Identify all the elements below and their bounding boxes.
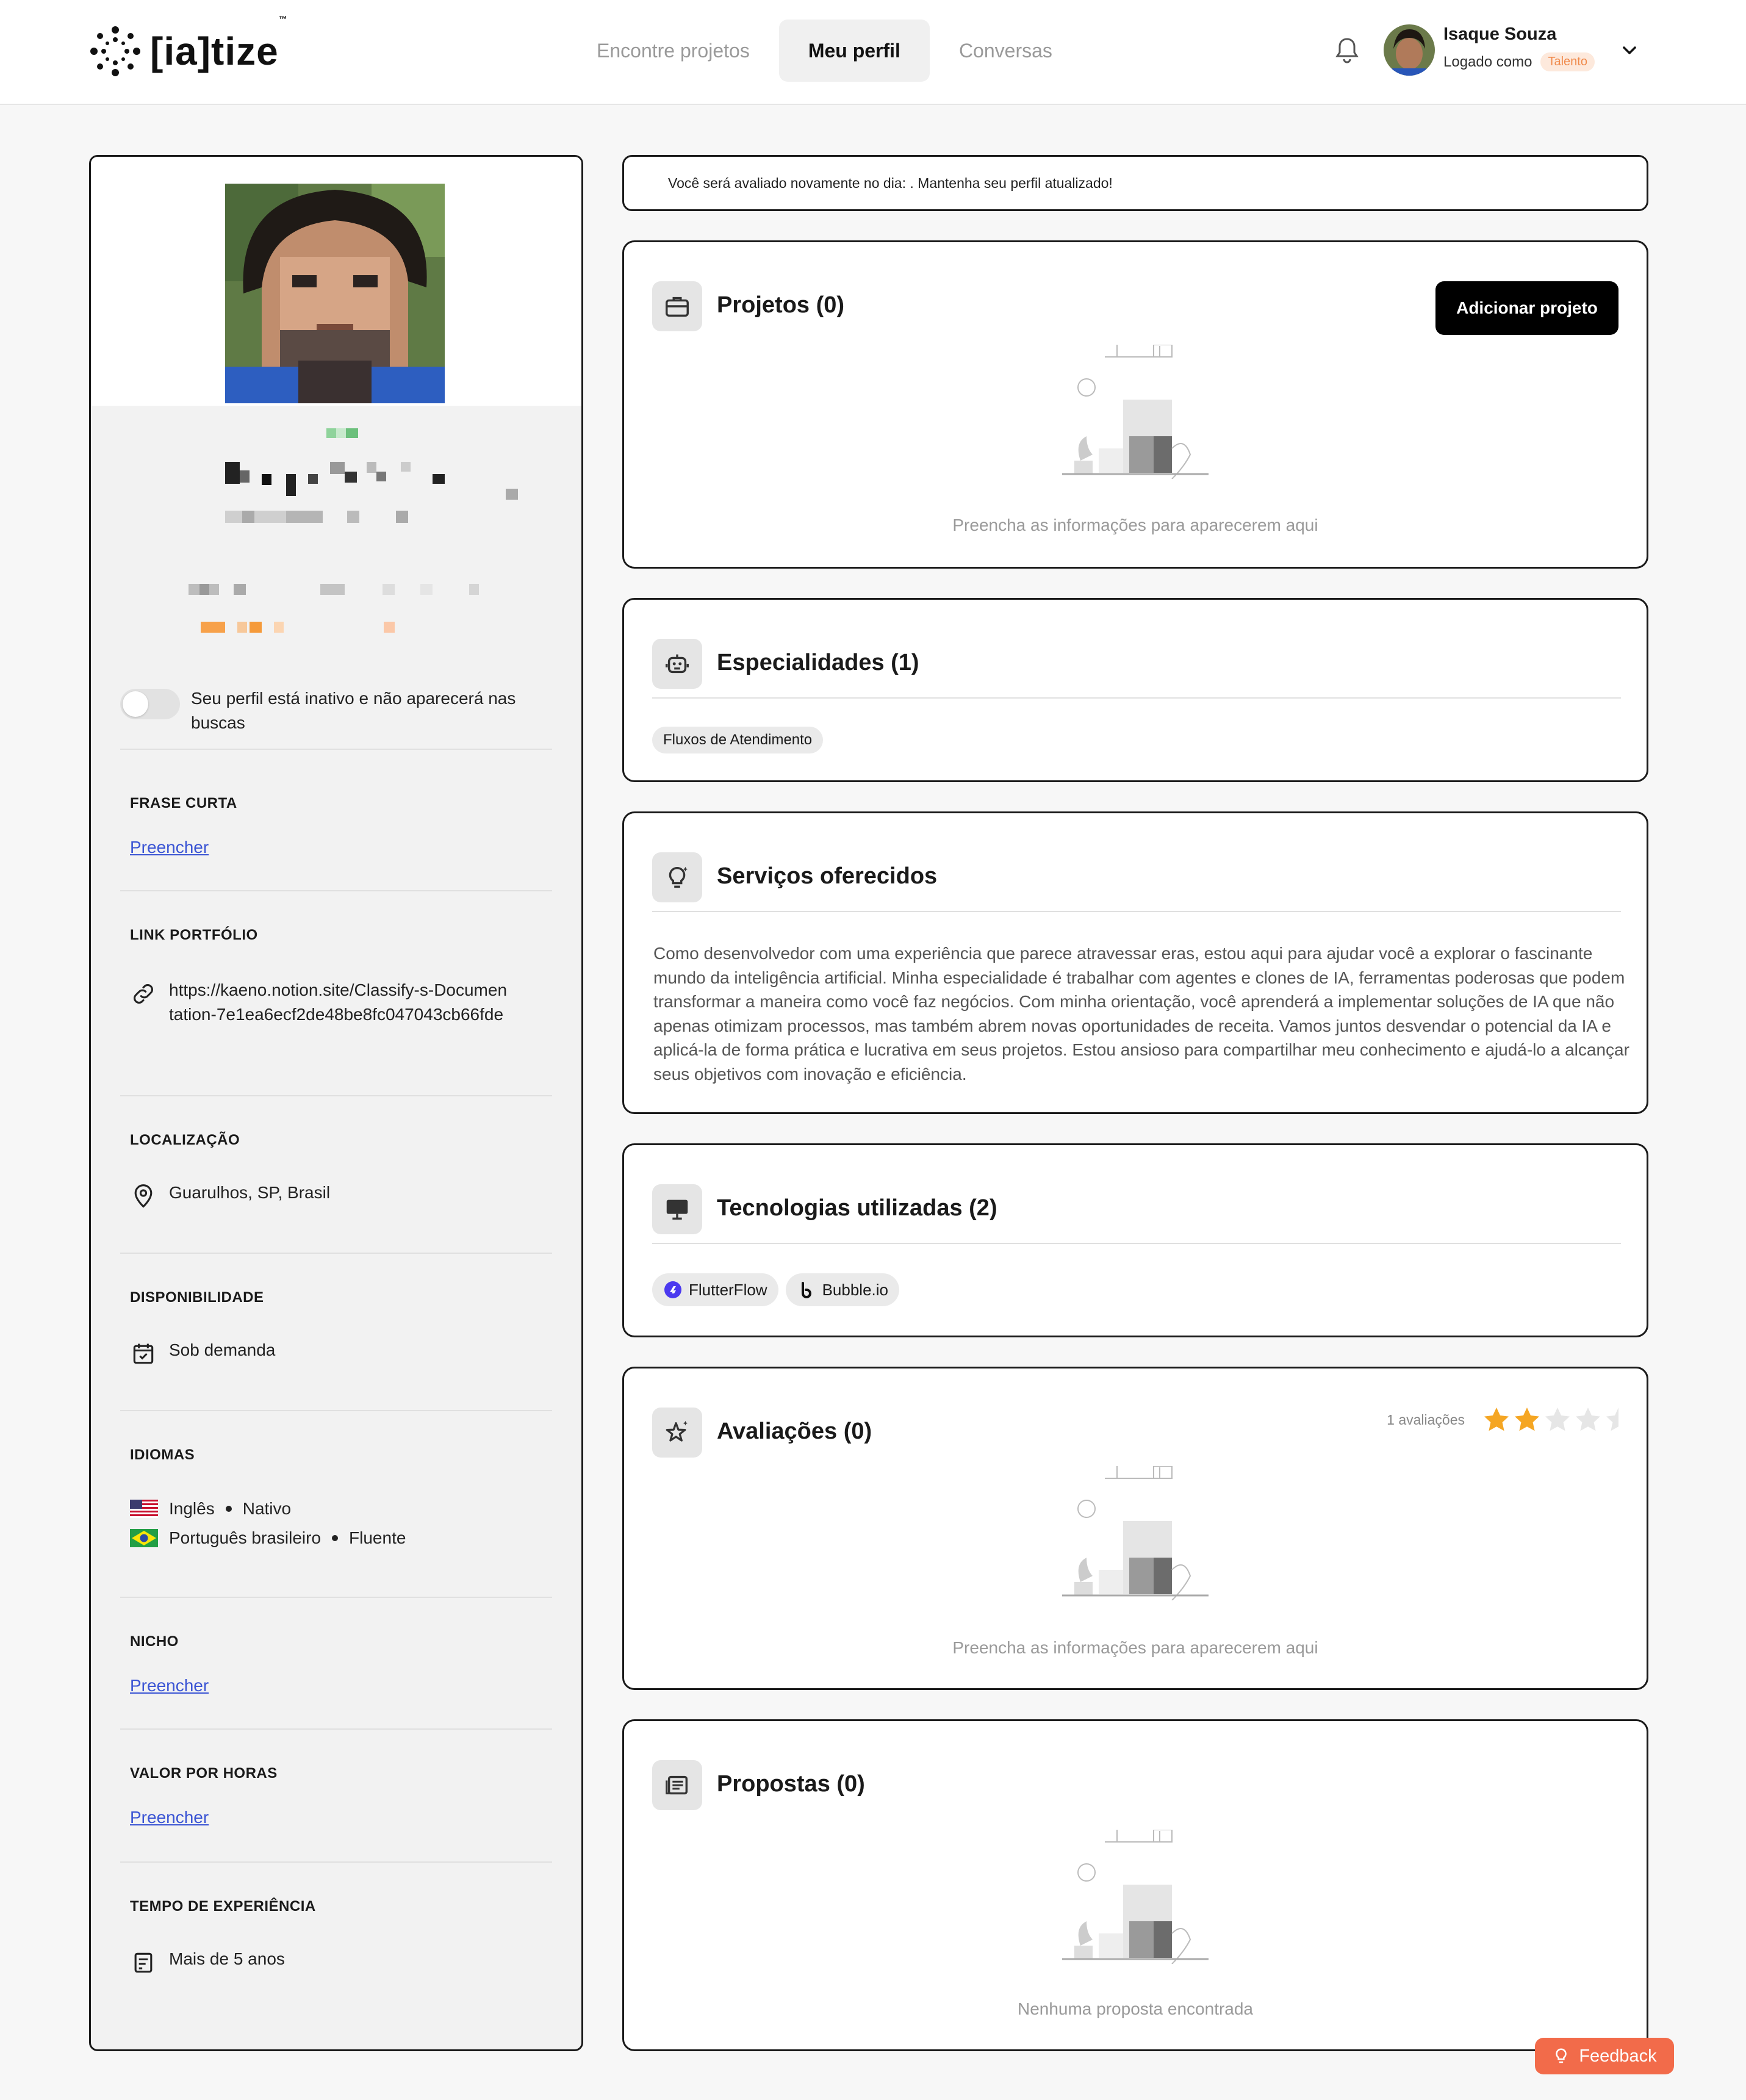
logo[interactable] bbox=[89, 14, 288, 78]
link-icon bbox=[130, 980, 157, 1007]
divider bbox=[120, 890, 552, 891]
bullet bbox=[226, 1506, 232, 1512]
tecnologia-chip: FlutterFlow bbox=[652, 1273, 778, 1306]
divider bbox=[652, 911, 1621, 912]
propostas-empty-text: Nenhuma proposta encontrada bbox=[1017, 1999, 1254, 2018]
list-icon bbox=[663, 1771, 691, 1799]
chevron-down-icon[interactable] bbox=[1619, 40, 1640, 61]
star-filled-icon bbox=[1482, 1405, 1511, 1434]
localizacao-value: Guarulhos, SP, Brasil bbox=[169, 1183, 331, 1202]
frase-curta-title: FRASE CURTA bbox=[130, 795, 237, 811]
projetos-title: Projetos (0) bbox=[717, 292, 845, 318]
divider bbox=[120, 1410, 552, 1411]
feedback-button[interactable] bbox=[1535, 2038, 1674, 2074]
flutterflow-icon bbox=[663, 1280, 683, 1300]
main-nav bbox=[567, 20, 1082, 82]
nicho-fill-link[interactable]: Preencher bbox=[130, 1676, 209, 1695]
especialidades-icon-box bbox=[652, 639, 702, 689]
top-header bbox=[0, 0, 1746, 105]
localizacao-row bbox=[130, 1181, 330, 1210]
tecnologia-chip: Bubble.io bbox=[786, 1273, 899, 1306]
star-sparkle-icon bbox=[663, 1419, 691, 1447]
divider bbox=[120, 1728, 552, 1730]
rating-summary bbox=[1387, 1405, 1618, 1434]
especialidade-tag: Fluxos de Atendimento bbox=[652, 727, 823, 753]
disponibilidade-title: DISPONIBILIDADE bbox=[130, 1289, 264, 1306]
rating-count: 1 avaliações bbox=[1387, 1411, 1465, 1428]
divider bbox=[120, 1597, 552, 1598]
profile-photo-area bbox=[91, 157, 581, 406]
profile-active-toggle-row bbox=[120, 686, 547, 735]
projetos-icon-box bbox=[652, 281, 702, 331]
lightbulb-icon bbox=[1552, 2047, 1570, 2065]
divider bbox=[120, 1253, 552, 1254]
empty-state-illustration bbox=[1062, 345, 1209, 479]
profile-active-label: Seu perfil está inativo e não aparecerá nas buscas bbox=[191, 689, 516, 732]
bullet bbox=[332, 1535, 338, 1541]
servicos-title: Serviços oferecidos bbox=[717, 863, 938, 889]
divider bbox=[120, 1095, 552, 1096]
logo-mark-icon bbox=[89, 25, 142, 77]
empty-state-illustration bbox=[1062, 1830, 1209, 1964]
nicho-title: NICHO bbox=[130, 1633, 179, 1650]
language-level: Fluente bbox=[349, 1528, 406, 1547]
link-portfolio-title: LINK PORTFÓLIO bbox=[130, 927, 258, 943]
document-icon bbox=[130, 1949, 157, 1976]
language-item bbox=[130, 1499, 291, 1519]
empty-state-illustration bbox=[1062, 1466, 1209, 1600]
language-level: Nativo bbox=[242, 1499, 292, 1518]
rating-stars bbox=[1482, 1405, 1618, 1434]
divider bbox=[120, 749, 552, 750]
avaliacoes-card bbox=[622, 1367, 1648, 1690]
user-role bbox=[1443, 52, 1595, 71]
br-flag-icon bbox=[130, 1529, 158, 1547]
robot-icon bbox=[663, 650, 691, 678]
disponibilidade-value: Sob demanda bbox=[169, 1340, 276, 1359]
star-empty-icon bbox=[1573, 1405, 1603, 1434]
logo-text: [ia]tize™ bbox=[150, 14, 288, 73]
tempo-experiencia-row bbox=[130, 1947, 285, 1976]
briefcase-icon bbox=[663, 292, 691, 320]
especialidades-title: Especialidades (1) bbox=[717, 650, 919, 675]
valor-horas-title: VALOR POR HORAS bbox=[130, 1765, 278, 1782]
servicos-icon-box bbox=[652, 852, 702, 902]
localizacao-title: LOCALIZAÇÃO bbox=[130, 1132, 240, 1148]
link-portfolio-value[interactable]: https://kaeno.notion.site/Classify-s-Documentation-7e1ea6ecf2de48be8fc047043cb66fde bbox=[169, 980, 508, 1024]
divider bbox=[652, 697, 1621, 699]
avaliacoes-title: Avaliações (0) bbox=[717, 1419, 872, 1444]
logged-as-label: Logado como bbox=[1443, 53, 1532, 70]
frase-curta-fill-link[interactable]: Preencher bbox=[130, 838, 209, 857]
servicos-description: Como desenvolvedor com uma experiência que parece atravessar eras, estou aqui para ajudar você a explorar o fascinante mundo da inteligência artificial. Minha especialidade é trabalhar com agentes e clones de IA, ferramentas poderosas que podem transformar a maneira como você faz negócios. Com minha orientação, você aprenderá a implementar soluções de IA que não apenas otimizam processos, mas também abrem novas oportunidades de receita. Vamos juntos desvendar o potencial da IA e aplicá-la de forma prática e lucrativa em seus projetos. Estou ansioso para compartilhar meu conhecimento e ajudá-lo a alcançar seus objetivos com inovação e eficiência. bbox=[653, 944, 1629, 1084]
add-project-button[interactable]: Adicionar projeto bbox=[1435, 281, 1618, 335]
propostas-card bbox=[622, 1719, 1648, 2051]
divider bbox=[120, 1861, 552, 1863]
valor-horas-fill-link[interactable]: Preencher bbox=[130, 1808, 209, 1827]
tempo-experiencia-value: Mais de 5 anos bbox=[169, 1949, 285, 1968]
star-empty-icon bbox=[1604, 1405, 1618, 1434]
language-name: Inglês bbox=[169, 1499, 215, 1518]
projetos-empty-text: Preencha as informações para aparecerem aqui bbox=[952, 516, 1318, 534]
reevaluation-notice: Você será avaliado novamente no dia: . Mantenha seu perfil atualizado! bbox=[622, 155, 1648, 211]
projetos-card bbox=[622, 240, 1648, 569]
divider bbox=[652, 1243, 1621, 1244]
disponibilidade-row bbox=[130, 1338, 275, 1367]
lightbulb-icon bbox=[663, 863, 691, 891]
location-pin-icon bbox=[130, 1183, 157, 1210]
propostas-icon-box bbox=[652, 1760, 702, 1810]
tecnologias-list bbox=[652, 1273, 899, 1306]
link-portfolio-row[interactable] bbox=[130, 978, 520, 1027]
bubble-icon bbox=[797, 1280, 816, 1300]
feedback-label: Feedback bbox=[1579, 2046, 1657, 2066]
avaliacoes-icon-box bbox=[652, 1408, 702, 1458]
tempo-experiencia-title: TEMPO DE EXPERIÊNCIA bbox=[130, 1898, 316, 1915]
role-badge: Talento bbox=[1540, 52, 1595, 71]
profile-photo[interactable] bbox=[225, 184, 445, 403]
user-avatar[interactable] bbox=[1384, 24, 1435, 76]
star-empty-icon bbox=[1543, 1405, 1572, 1434]
nav-encontre-projetos[interactable]: Encontre projetos bbox=[597, 39, 750, 62]
tecnologias-icon-box bbox=[652, 1184, 702, 1234]
star-filled-icon bbox=[1512, 1405, 1542, 1434]
propostas-title: Propostas (0) bbox=[717, 1771, 865, 1797]
servicos-card bbox=[622, 811, 1648, 1114]
language-item bbox=[130, 1528, 406, 1548]
user-name: Isaque Souza bbox=[1443, 24, 1557, 44]
especialidades-card bbox=[622, 598, 1648, 782]
bell-icon[interactable] bbox=[1335, 37, 1359, 65]
profile-active-toggle[interactable] bbox=[120, 689, 180, 719]
idiomas-title: IDIOMAS bbox=[130, 1447, 195, 1463]
language-name: Português brasileiro bbox=[169, 1528, 322, 1547]
nav-conversas[interactable]: Conversas bbox=[958, 39, 1052, 62]
tecnologias-title: Tecnologias utilizadas (2) bbox=[717, 1195, 997, 1221]
calendar-check-icon bbox=[130, 1340, 157, 1367]
nav-meu-perfil[interactable]: Meu perfil bbox=[779, 20, 930, 82]
monitor-icon bbox=[663, 1195, 691, 1223]
profile-sidebar bbox=[89, 155, 583, 2051]
avaliacoes-empty-text: Preencha as informações para aparecerem aqui bbox=[952, 1638, 1318, 1657]
tecnologias-card bbox=[622, 1143, 1648, 1337]
us-flag-icon bbox=[130, 1500, 158, 1518]
especialidades-tags bbox=[652, 727, 823, 753]
